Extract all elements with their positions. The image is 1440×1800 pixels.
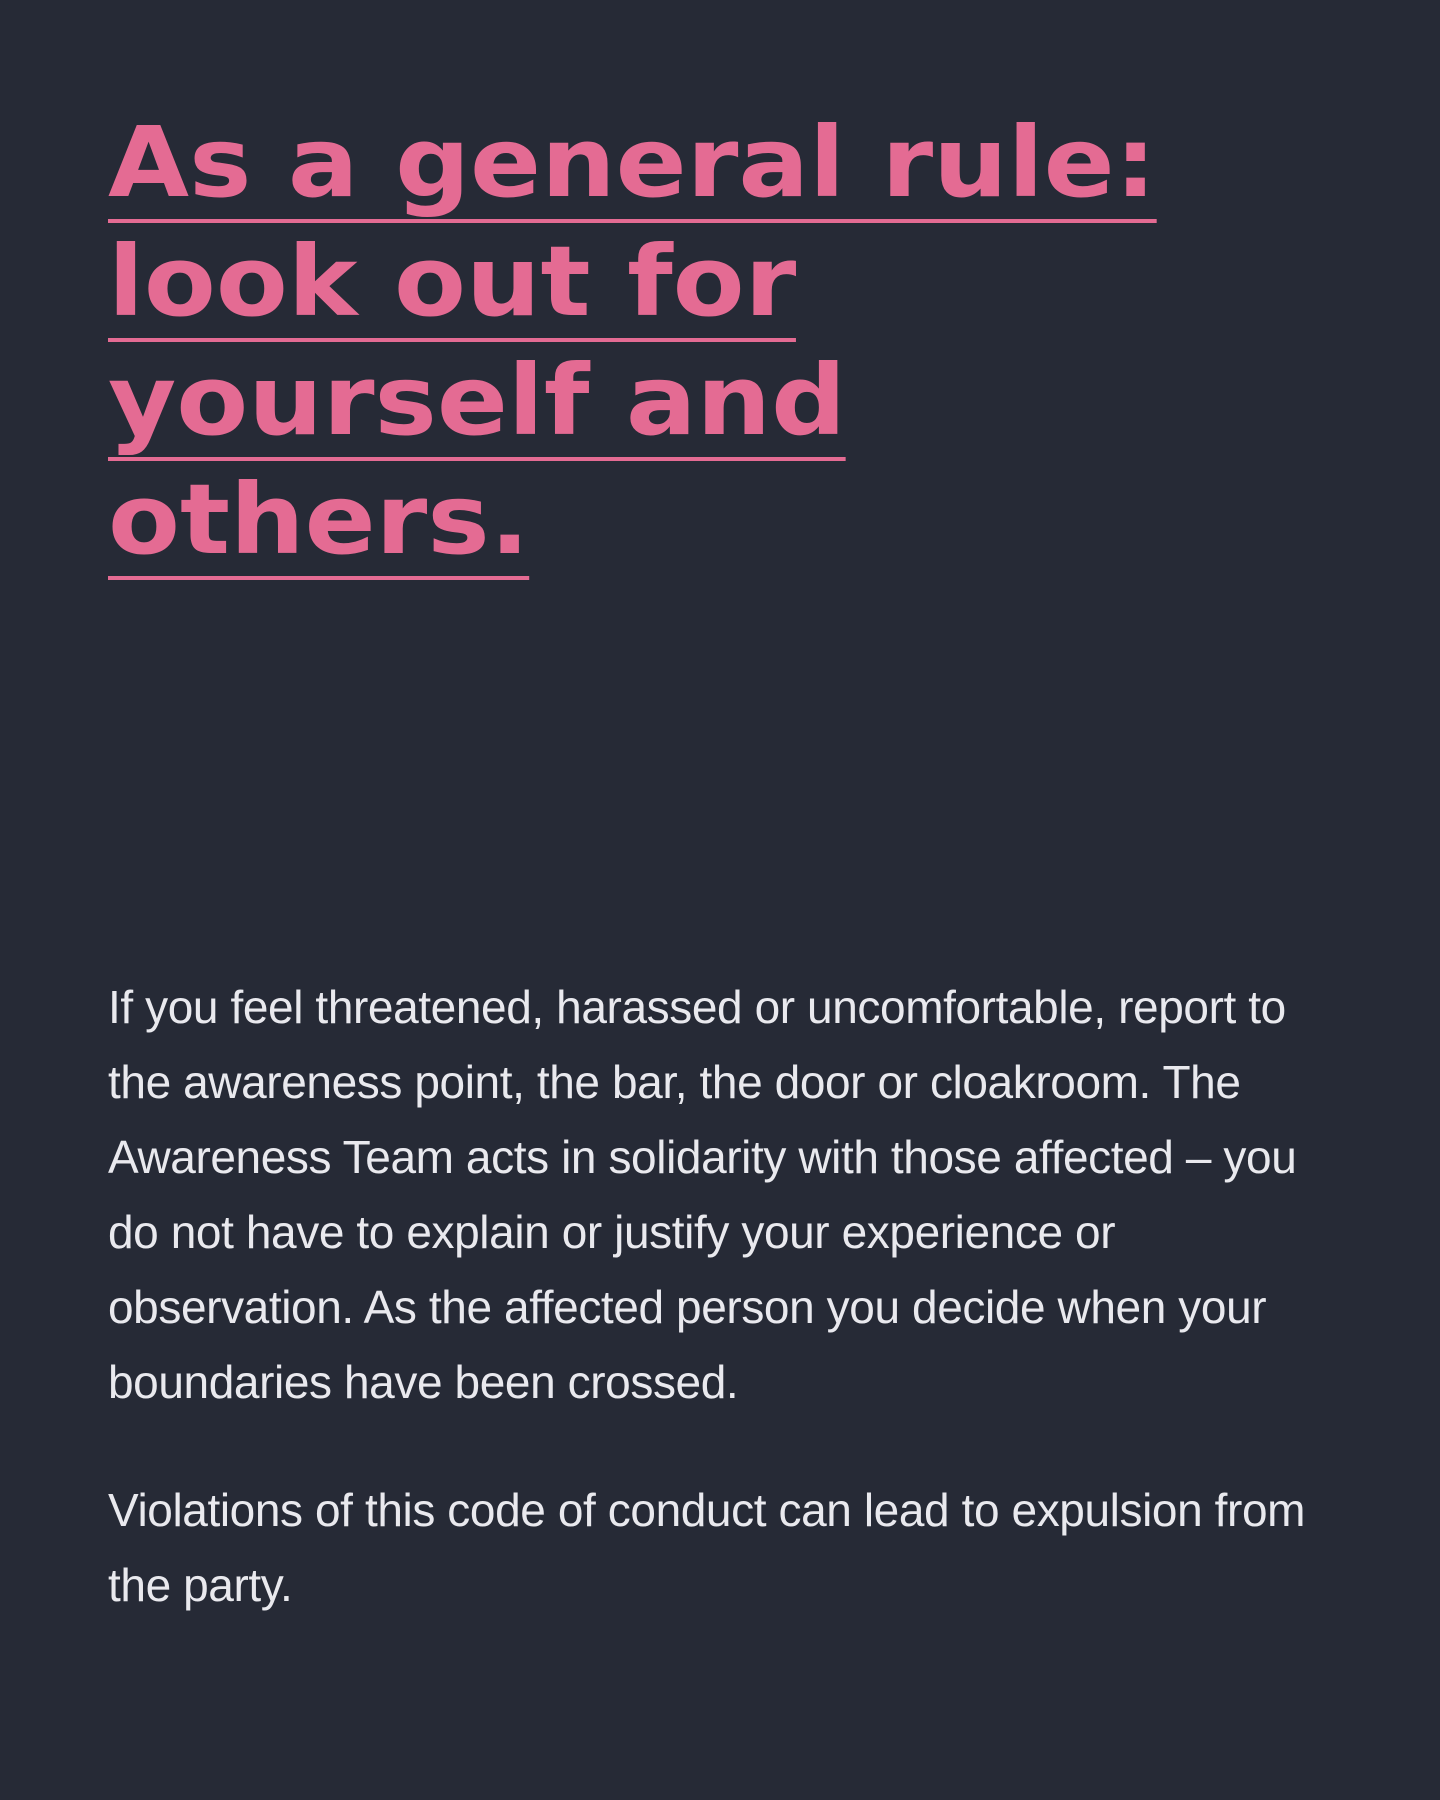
heading-line-2 bbox=[108, 223, 1440, 342]
heading-line-4-text: others. bbox=[108, 464, 530, 580]
heading-line-1-text: As a general rule: bbox=[108, 107, 1157, 223]
reporting-paragraph: If you feel threatened, harassed or uncomfortable, report to the awareness point, the bar, the door or cloakroom. The Awareness Team acts in solidarity with those affected – you do not have to explain or justify your experience or observation. As the affected person you decide when your boundaries have been crossed. bbox=[108, 981, 1297, 1408]
violations-paragraph: Violations of this code of conduct can lead to expulsion from the party. bbox=[108, 1484, 1306, 1611]
heading-line-3-text: yourself and bbox=[108, 345, 846, 461]
heading-line-2-text: look out for bbox=[108, 226, 796, 342]
body-text bbox=[108, 970, 1348, 1623]
heading-line-3 bbox=[108, 342, 1440, 461]
heading-line-1 bbox=[108, 104, 1440, 223]
heading bbox=[108, 104, 1440, 580]
heading-line-4 bbox=[108, 461, 1440, 580]
